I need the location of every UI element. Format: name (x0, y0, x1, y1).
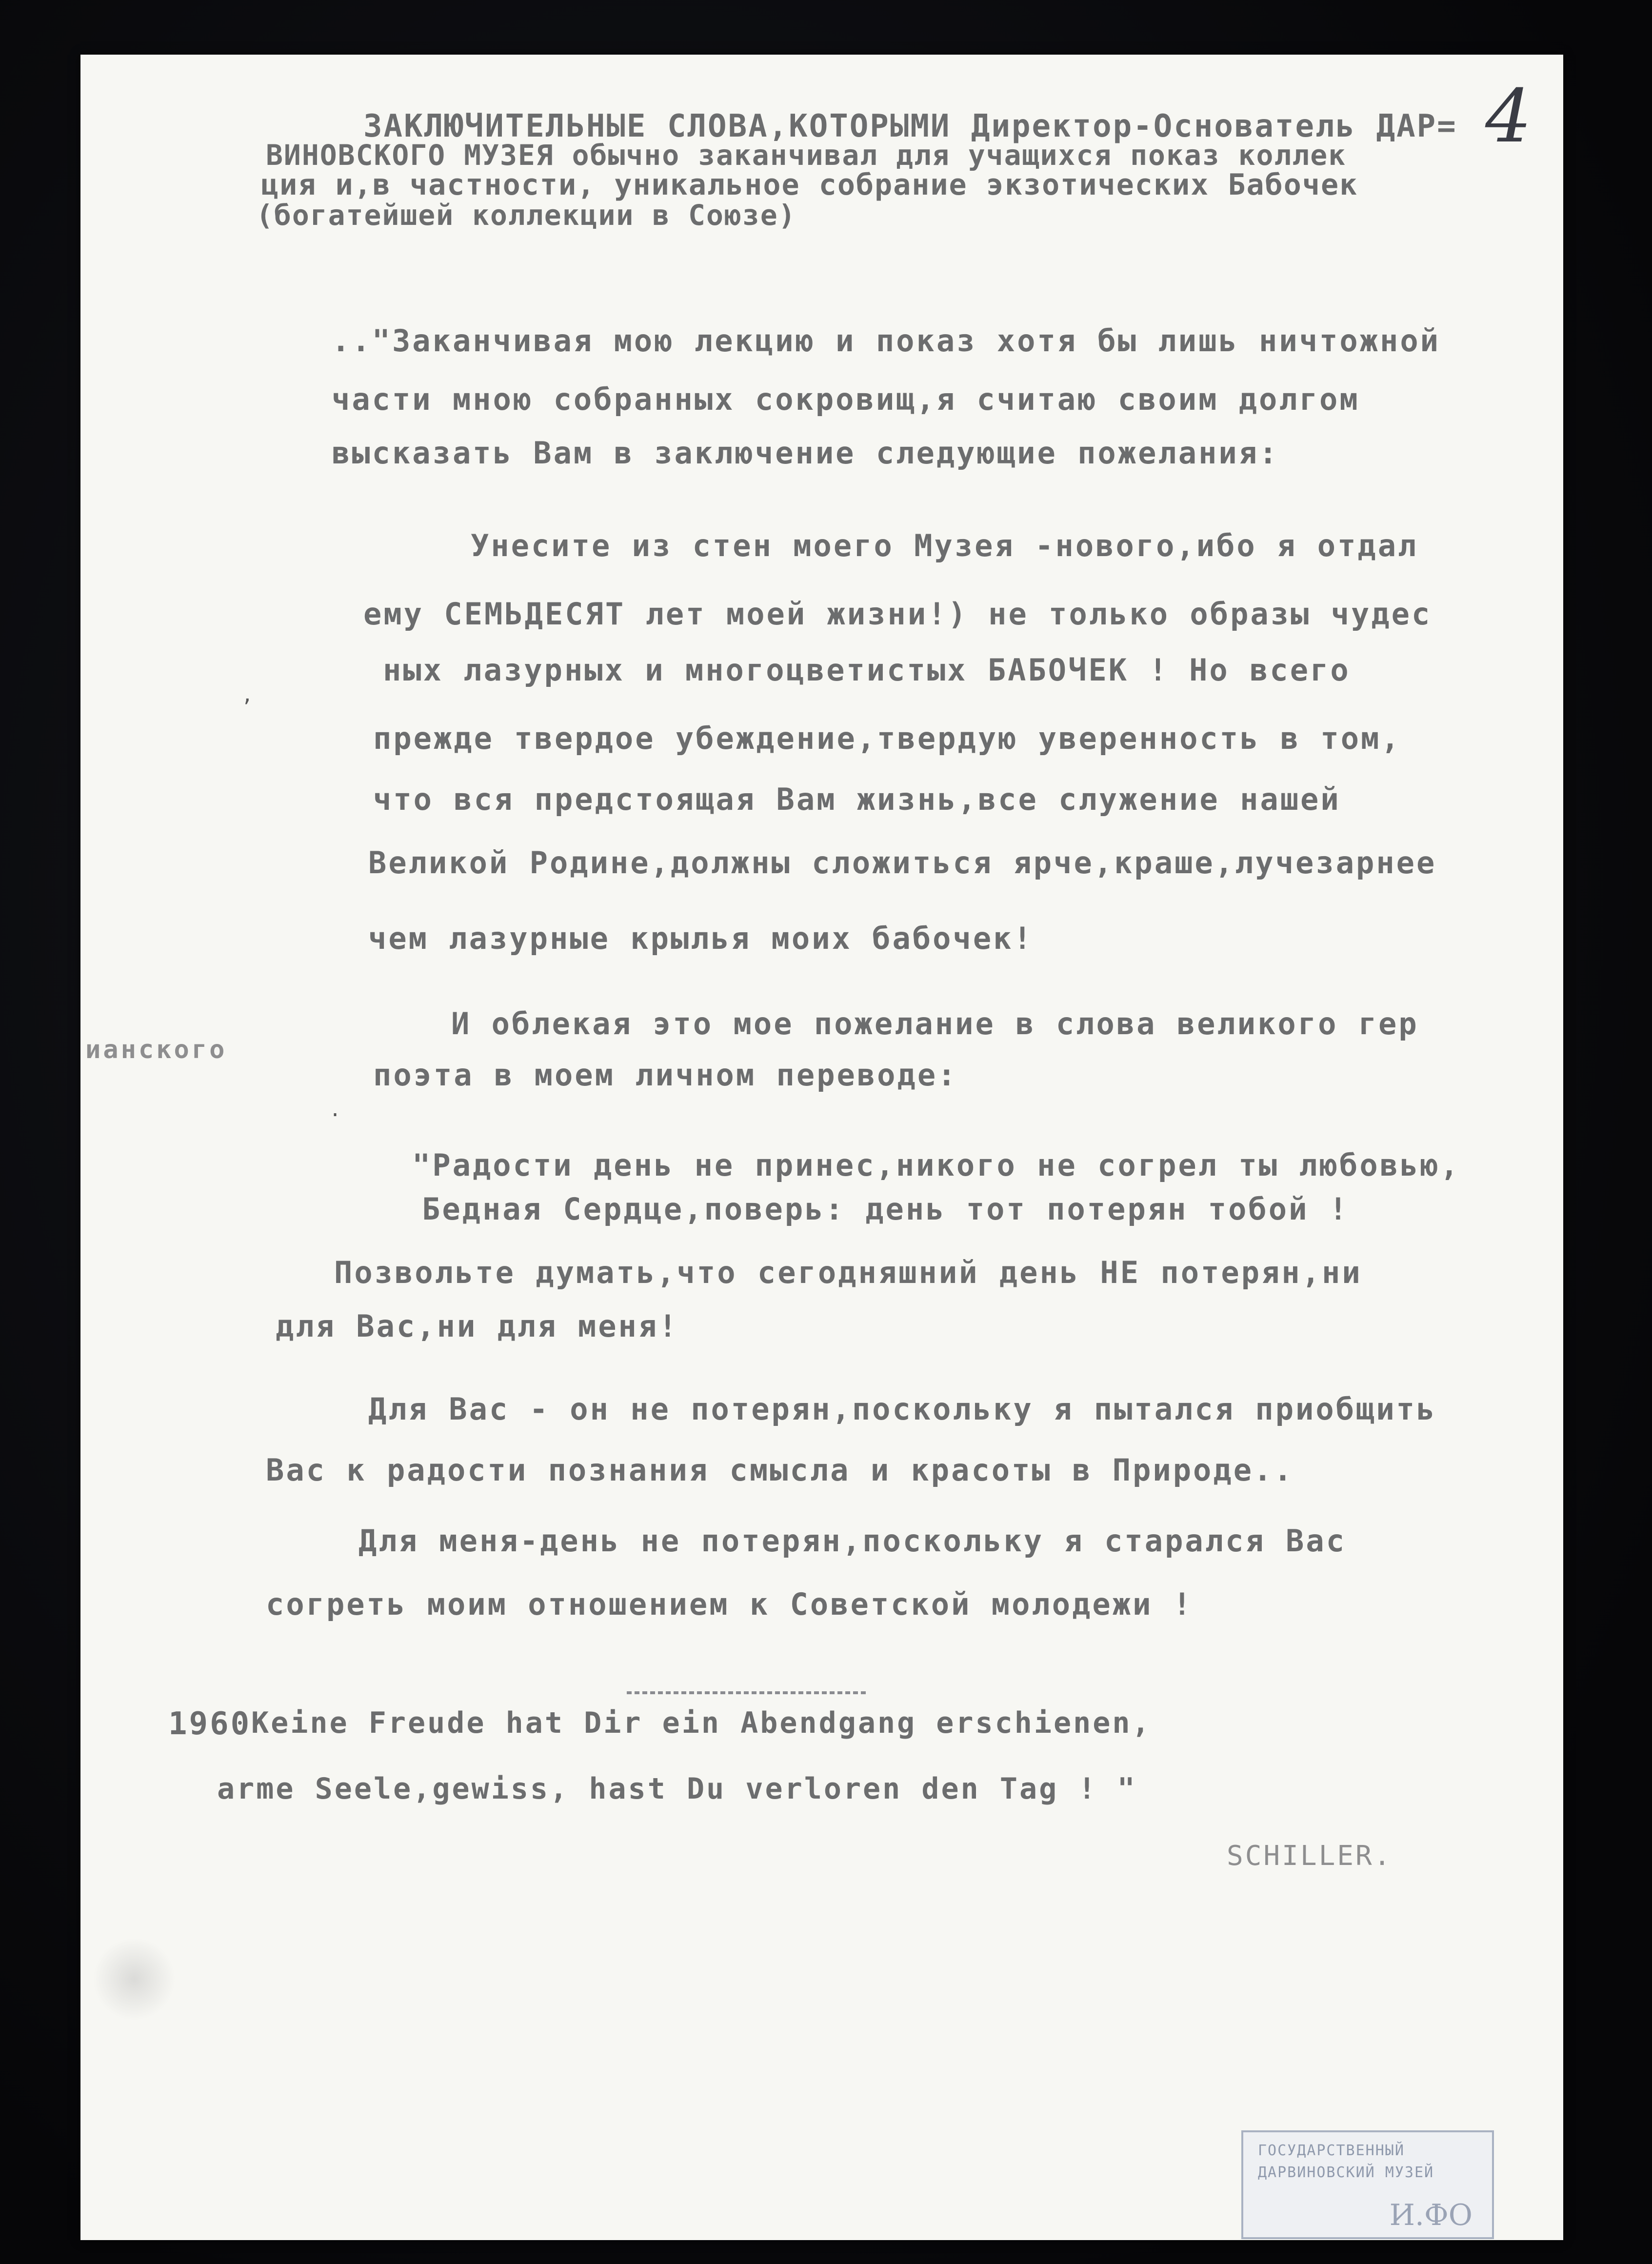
margin-mark-2: . (329, 1099, 341, 1121)
stamp-line-1: ГОСУДАРСТВЕННЫЙ (1258, 2142, 1405, 2159)
body-line-5: ему СЕМЬДЕСЯТ лет моей жизни!) не только образы чудес (363, 596, 1432, 632)
margin-word: ианского (85, 1035, 227, 1064)
divider-line (627, 1691, 866, 1694)
german-quote-line-1: Keine Freude hat Dir ein Abendgang erschienen, (251, 1706, 1152, 1740)
heading-line-2: ВИНОВСКОГО МУЗЕЯ обычно заканчивал для учащихся показ коллек (266, 139, 1347, 172)
body-line-16: Вас к радости познания смысла и красоты в Природе.. (266, 1452, 1294, 1488)
body-line-10: чем лазурные крылья моих бабочек! (368, 921, 1034, 956)
body-line-18: согреть моим отношением к Советской молодежи ! (266, 1586, 1194, 1622)
body-line-6: ных лазурных и многоцветистых БАБОЧЕК ! Но всего (383, 652, 1351, 688)
german-prefix: 1960 (168, 1706, 252, 1742)
quote-line-2: Бедная Сердце,поверь: день тот потерян тобой ! (422, 1191, 1350, 1227)
folio-number: 4 (1485, 74, 1532, 159)
heading-line-3: ция и,в частности, уникальное собрание экзотических Бабочек (261, 168, 1358, 202)
body-line-9: Великой Родине,должны сложиться ярче,краше,лучезарнее (368, 845, 1437, 881)
stamp-line-2: ДАРВИНОВСКИЙ МУЗЕЙ (1258, 2164, 1434, 2181)
german-quote-line-2: arme Seele,gewiss, hast Du verloren den Tag ! " (217, 1772, 1137, 1806)
document-page (80, 55, 1563, 2240)
body-line-4: Унесите из стен моего Музея -нового,ибо я отдал (471, 528, 1418, 563)
body-line-8: что вся предстоящая Вам жизнь,все служение нашей (373, 781, 1341, 817)
body-line-7: прежде твердое убеждение,твердую уверенность в том, (373, 721, 1401, 756)
body-line-14: для Вас,ни для меня! (276, 1308, 679, 1344)
body-line-12: поэта в моем личном переводе: (373, 1057, 958, 1093)
archive-stamp (1241, 2130, 1494, 2239)
body-line-13: Позвольте думать,что сегодняшний день НЕ потерян,ни (334, 1255, 1362, 1290)
body-line-2: части мною собранных сокровищ,я считаю своим долгом (332, 381, 1360, 417)
body-line-15: Для Вас - он не потерян,поскольку я пытался приобщить (368, 1391, 1437, 1427)
body-line-17: Для меня-день не потерян,поскольку я старался Вас (358, 1523, 1347, 1559)
body-line-1: .."Заканчивая мою лекцию и показ хотя бы лишь ничтожной (332, 323, 1440, 359)
quote-line-1: "Радости день не принес,никого не согрел ты любовью, (412, 1147, 1461, 1183)
margin-mark-1: , (241, 684, 254, 706)
signature: SCHILLER. (1227, 1840, 1393, 1872)
body-line-11: И облекая это мое пожелание в слова великого гер (451, 1006, 1419, 1042)
stamp-code: И.ФО (1389, 2198, 1473, 2232)
heading-line-4: (богатейшей коллекции в Союзе) (256, 199, 796, 232)
heading-line-1: ЗАКЛЮЧИТЕЛЬНЫЕ СЛОВА,КОТОРЫМИ Директор-Основатель ДАР= (363, 108, 1457, 144)
ink-smudge (93, 1938, 176, 2021)
body-line-3: высказать Вам в заключение следующие пожелания: (332, 435, 1279, 471)
